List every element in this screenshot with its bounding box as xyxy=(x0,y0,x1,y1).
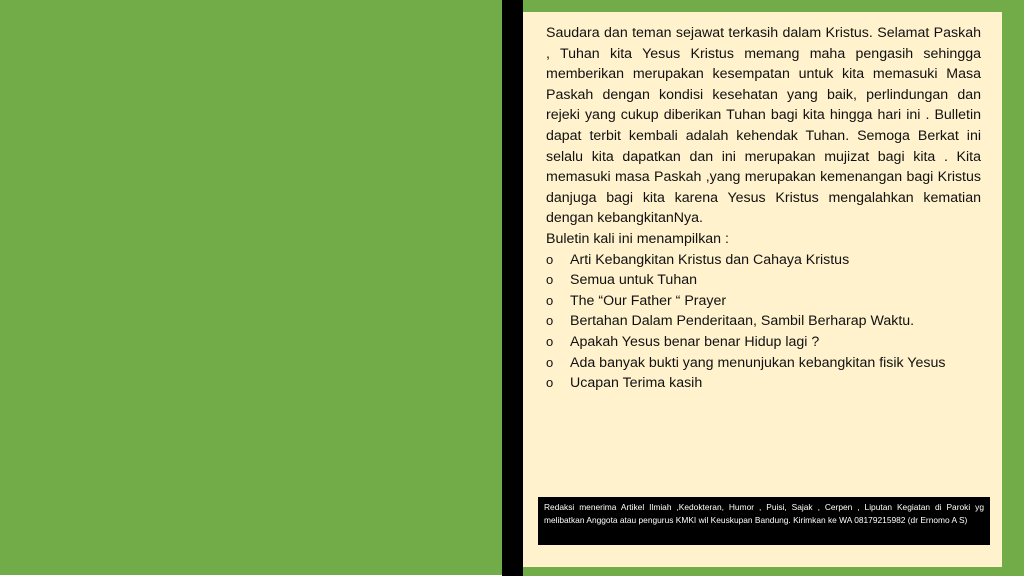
list-item-label: Semua untuk Tuhan xyxy=(570,272,697,289)
list-item-label: The “Our Father “ Prayer xyxy=(570,292,727,309)
list-item-label: Apakah Yesus benar benar Hidup lagi ? xyxy=(570,333,820,350)
bullet-icon: o xyxy=(546,292,554,308)
bullet-icon: o xyxy=(546,313,554,329)
list-item-label: Ucapan Terima kasih xyxy=(570,375,703,392)
left-green-panel xyxy=(0,0,502,576)
black-spine xyxy=(502,0,523,576)
footer-note: Redaksi menerima Artikel Ilmiah ,Kedokteran, Humor , Puisi, Sajak , Cerpen , Liputan Kegiatan di Paroki yg melibatkan Anggota atau pengurus KMKI wil Keuskupan Bandung. Kirimkan ke WA 08179215982 (dr Ernomo A S) xyxy=(538,497,990,545)
intro-paragraph: Saudara dan teman sejawat terkasih dalam Kristus. Selamat Paskah , Tuhan kita Yesus Kristus memang maha pengasih sehingga memberikan merupakan kesempatan untuk kita memasuki Masa Paskah dengan kondisi kesehatan yang baik, perlindungan dan rejeki yang cukup diberikan Tuhan bagi kita hingga hari ini . Bulletin dapat terbit kembali adalah kehendak Tuhan. Semoga Berkat ini selalu kita dapatkan dan ini merupakan mujizat bagi kita . Kita memasuki masa Paskah ,yang merupakan kemenangan bagi Kristus danjuga bagi kita karena Yesus Kristus mengalahkan kematian dengan kebangkitanNya. xyxy=(546,25,981,227)
list-heading: Buletin kali ini menampilkan : xyxy=(546,230,729,247)
list-item-label: Arti Kebangkitan Kristus dan Cahaya Kristus xyxy=(570,251,850,268)
list-item xyxy=(546,311,981,332)
bulletin-text xyxy=(546,23,981,394)
list-item-label: Ada banyak bukti yang menunjukan kebangkitan fisik Yesus xyxy=(570,354,946,371)
contents-list xyxy=(546,250,981,394)
bullet-icon: o xyxy=(546,354,554,370)
bullet-icon: o xyxy=(546,375,554,391)
list-item xyxy=(546,353,981,374)
bullet-icon: o xyxy=(546,333,554,349)
list-item-label: Bertahan Dalam Penderitaan, Sambil Berharap Waktu. xyxy=(570,313,915,330)
list-item xyxy=(546,332,981,353)
bullet-icon: o xyxy=(546,251,554,267)
bullet-icon: o xyxy=(546,272,554,288)
list-item xyxy=(546,291,981,312)
list-item xyxy=(546,250,981,271)
list-item xyxy=(546,373,981,394)
list-item xyxy=(546,270,981,291)
